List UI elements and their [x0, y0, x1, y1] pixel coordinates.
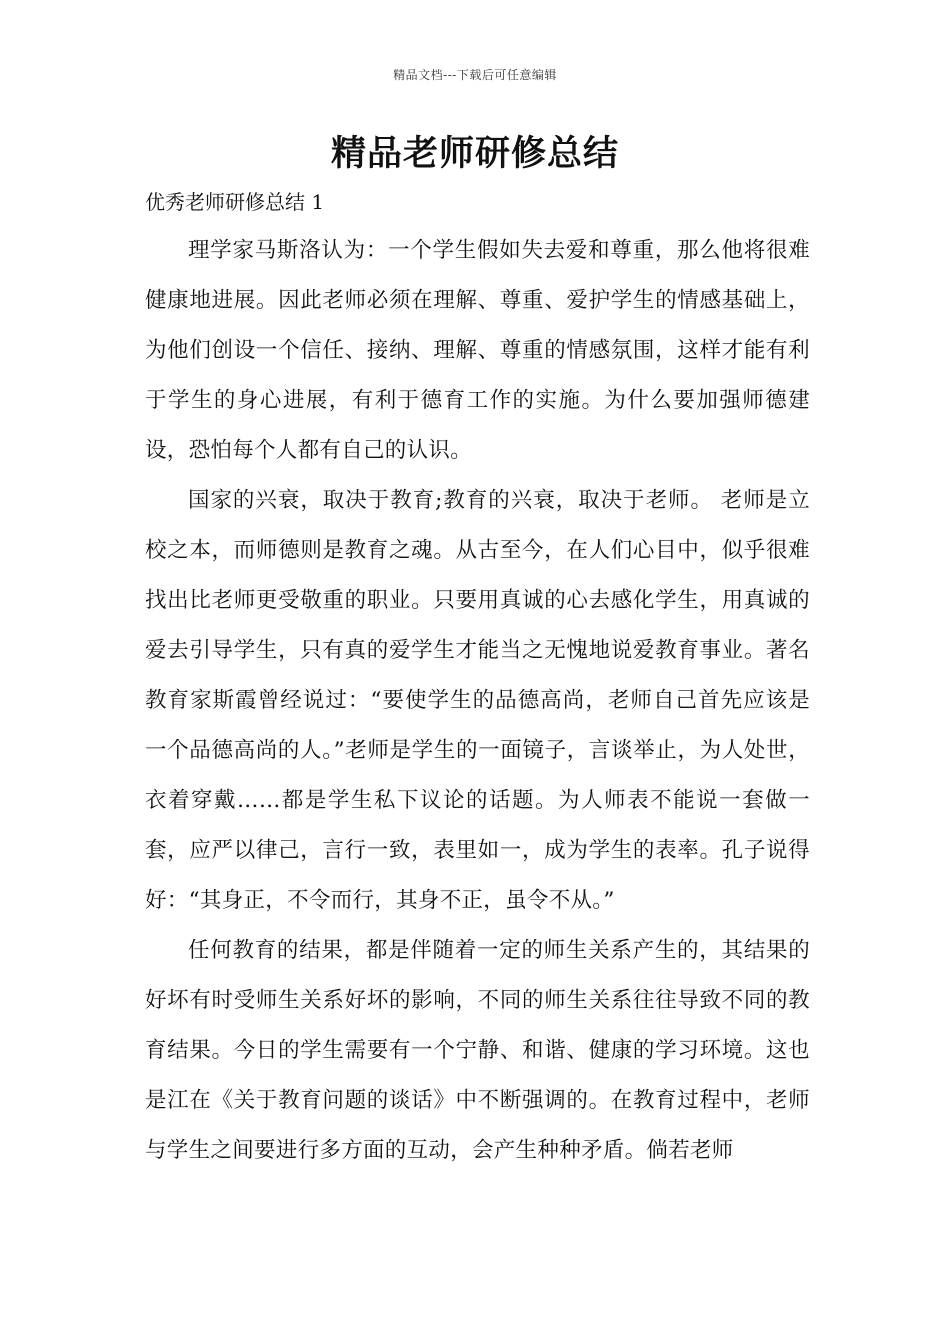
paragraph: 理学家马斯洛认为：一个学生假如失去爱和尊重，那么他将很难健康地进展。因此老师必须在理解、尊重、爱护学生的情感基础上，为他们创设一个信任、接纳、理解、尊重的情感氛围，这样才能有利于学生的身心进展，有利于德育工作的实施。为什么要加强师德建设，恐怕每个人都有自己的认识。: [145, 238, 810, 463]
document-title: 精品老师研修总结: [330, 133, 619, 174]
paragraph: 任何教育的结果，都是伴随着一定的师生关系产生的，其结果的好坏有时受师生关系好坏的影响，不同的师生关系往往导致不同的教育结果。今日的学生需要有一个宁静、和谐、健康的学习环境。这也是江在《关于教育问题的谈话》中不断强调的。在教育过程中，老师与学生之间要进行多方面的互动，会产生种种矛盾。倘若老师: [145, 938, 810, 1163]
section-subtitle: 优秀老师研修总结 1: [145, 190, 325, 214]
header-note: 精品文档---下载后可任意编辑: [393, 68, 557, 82]
paragraph: 国家的兴衰，取决于教育;教育的兴衰，取决于老师。 老师是立校之本，而师德则是教育之魂。从古至今，在人们心目中，似乎很难找出比老师更受敬重的职业。只要用真诚的心去感化学生，用真诚的爱去引导学生，只有真的爱学生才能当之无愧地说爱教育事业。著名教育家斯霞曾经说过：“要使学生的品德高尚，老师自己首先应该是一个品德高尚的人。”老师是学生的一面镜子，言谈举止，为人处世，衣着穿戴……都是学生私下议论的话题。为人师表不能说一套做一套，应严以律己，言行一致，表里如一，成为学生的表率。孔子说得好：“其身正，不令而行，其身不正，虽令不从。”: [145, 488, 810, 913]
body-text: [145, 226, 810, 1176]
